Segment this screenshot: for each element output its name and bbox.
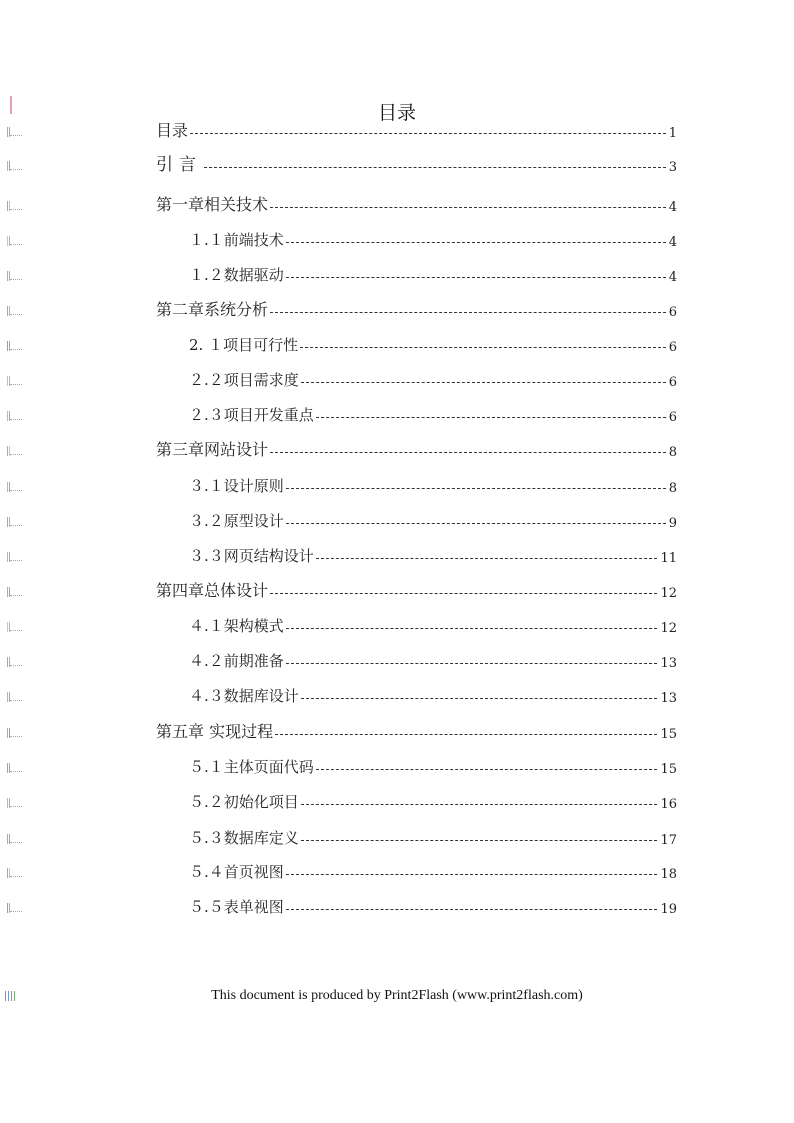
toc-page-number: 19 xyxy=(660,902,677,917)
toc-entry-label: 第二章系统分析 xyxy=(156,300,269,319)
toc-entry[interactable] xyxy=(189,370,677,390)
toc-leader xyxy=(316,769,658,770)
margin-marker xyxy=(5,411,23,421)
margin-marker xyxy=(5,798,23,808)
toc-entry[interactable] xyxy=(189,476,677,496)
toc-entry[interactable] xyxy=(189,862,677,882)
toc-entry-label: 第五章 实现过程 xyxy=(156,722,274,741)
toc-entry[interactable] xyxy=(189,616,677,636)
margin-marker xyxy=(5,552,23,562)
margin-marker xyxy=(5,341,23,351)
toc-entry-label: ５.３数据库定义 xyxy=(189,829,299,847)
toc-entry-label: ２.３项目开发重点 xyxy=(189,406,314,424)
toc-entry-label: ３.２原型设计 xyxy=(189,512,284,530)
toc-page-number: 9 xyxy=(668,516,677,531)
margin-marker xyxy=(5,482,23,492)
toc-entry[interactable] xyxy=(189,265,677,285)
toc-leader xyxy=(270,452,666,453)
toc-entry[interactable] xyxy=(189,546,677,566)
margin-marker xyxy=(5,201,23,211)
toc-page-number: 4 xyxy=(668,270,677,285)
toc-entry-label: ５.５表单视图 xyxy=(189,898,284,916)
margin-marker xyxy=(5,236,23,246)
toc-leader xyxy=(301,382,666,383)
toc-entry-label: 目录 xyxy=(156,121,189,140)
toc-leader xyxy=(275,734,657,735)
margin-marker xyxy=(5,728,23,738)
page-title: 目录 xyxy=(377,102,416,124)
margin-marker xyxy=(5,763,23,773)
toc-leader xyxy=(190,133,666,134)
toc-page-number: 6 xyxy=(668,340,677,355)
toc-leader xyxy=(286,277,666,278)
toc-entry-label: ５.２初始化项目 xyxy=(189,793,299,811)
toc-entry-label: ５.４首页视图 xyxy=(189,863,284,881)
toc-page-number: 4 xyxy=(668,200,677,215)
toc-entry[interactable] xyxy=(189,828,677,848)
margin-marker xyxy=(5,376,23,386)
toc-entry-label: 第一章相关技术 xyxy=(156,195,269,214)
toc-leader xyxy=(286,242,666,243)
toc-entry-label: ３.３网页结构设计 xyxy=(189,547,314,565)
margin-marker xyxy=(5,161,23,171)
toc-leader xyxy=(301,804,658,805)
toc-entry-label: ４.１架构模式 xyxy=(189,617,284,635)
toc-entry[interactable] xyxy=(156,722,677,742)
toc-page-number: 15 xyxy=(660,727,677,742)
toc-entry-label: １.１前端技术 xyxy=(189,231,284,249)
toc-entry[interactable] xyxy=(189,335,677,355)
toc-leader xyxy=(286,874,658,875)
toc-entry[interactable] xyxy=(189,405,677,425)
toc-page-number: 4 xyxy=(668,235,677,250)
toc-leader xyxy=(286,523,666,524)
toc-leader xyxy=(301,840,658,841)
toc-entry[interactable] xyxy=(189,757,677,777)
toc-entry[interactable] xyxy=(156,195,677,215)
toc-leader xyxy=(316,558,658,559)
toc-page-number: 8 xyxy=(668,445,677,460)
toc-entry[interactable] xyxy=(156,300,677,320)
toc-page-number: 3 xyxy=(668,160,677,175)
toc-entry[interactable] xyxy=(189,651,677,671)
toc-entry-label: ２.２项目需求度 xyxy=(189,371,299,389)
toc-leader xyxy=(286,488,666,489)
toc-entry-label: ４.３数据库设计 xyxy=(189,687,299,705)
toc-entry-label: ３.１设计原则 xyxy=(189,477,284,495)
toc-page-number: 16 xyxy=(660,797,677,812)
toc-leader xyxy=(286,909,658,910)
toc-page-number: 8 xyxy=(668,481,677,496)
toc-entry-label: 引言 xyxy=(156,155,202,175)
margin-marker xyxy=(5,271,23,281)
toc-entry[interactable] xyxy=(189,897,677,917)
toc-entry-label: 第四章总体设计 xyxy=(156,581,269,600)
margin-marker xyxy=(5,446,23,456)
toc-leader xyxy=(204,167,666,168)
toc-leader xyxy=(301,698,658,699)
toc-leader xyxy=(300,347,666,348)
margin-marker xyxy=(5,834,23,844)
margin-marker xyxy=(5,622,23,632)
toc-leader xyxy=(270,312,666,313)
margin-marker xyxy=(5,903,23,913)
toc-page-number: 13 xyxy=(660,691,677,706)
toc-page-number: 12 xyxy=(660,586,677,601)
toc-page-number: 13 xyxy=(660,656,677,671)
toc-page-number: 15 xyxy=(660,762,677,777)
toc-entry[interactable] xyxy=(156,440,677,460)
toc-entry[interactable] xyxy=(189,511,677,531)
toc-entry[interactable] xyxy=(156,581,677,601)
toc-entry[interactable] xyxy=(189,686,677,706)
toc-entry-label: 第三章网站设计 xyxy=(156,440,269,459)
margin-marker xyxy=(5,517,23,527)
toc-entry-label: ４.２前期准备 xyxy=(189,652,284,670)
toc-page-number: 18 xyxy=(660,867,677,882)
toc-entry[interactable] xyxy=(156,121,677,141)
toc-leader xyxy=(286,663,658,664)
toc-entry-label: １.２数据驱动 xyxy=(189,266,284,284)
toc-page-number: 11 xyxy=(660,551,677,566)
toc-entry-label: 2. １项目可行性 xyxy=(189,336,299,354)
margin-marker xyxy=(5,306,23,316)
margin-marker xyxy=(5,868,23,878)
toc-page-number: 6 xyxy=(668,305,677,320)
toc-entry[interactable] xyxy=(189,230,677,250)
toc-page-number: 17 xyxy=(660,833,677,848)
toc-page-number: 6 xyxy=(668,410,677,425)
toc-leader xyxy=(316,417,666,418)
toc-page-number: 6 xyxy=(668,375,677,390)
toc-leader xyxy=(270,207,666,208)
toc-page-number: 12 xyxy=(660,621,677,636)
toc-entry-label: ５.１主体页面代码 xyxy=(189,758,314,776)
toc-leader xyxy=(286,628,658,629)
margin-marker xyxy=(5,127,23,137)
footer-text: This document is produced by Print2Flash (www.print2flash.com) xyxy=(211,988,583,1003)
margin-marker xyxy=(5,587,23,597)
toc-entry[interactable] xyxy=(189,792,677,812)
toc-entry[interactable] xyxy=(156,155,677,175)
margin-marker xyxy=(5,657,23,667)
toc-page-number: 1 xyxy=(668,126,677,141)
margin-marker xyxy=(5,692,23,702)
toc-leader xyxy=(270,593,657,594)
